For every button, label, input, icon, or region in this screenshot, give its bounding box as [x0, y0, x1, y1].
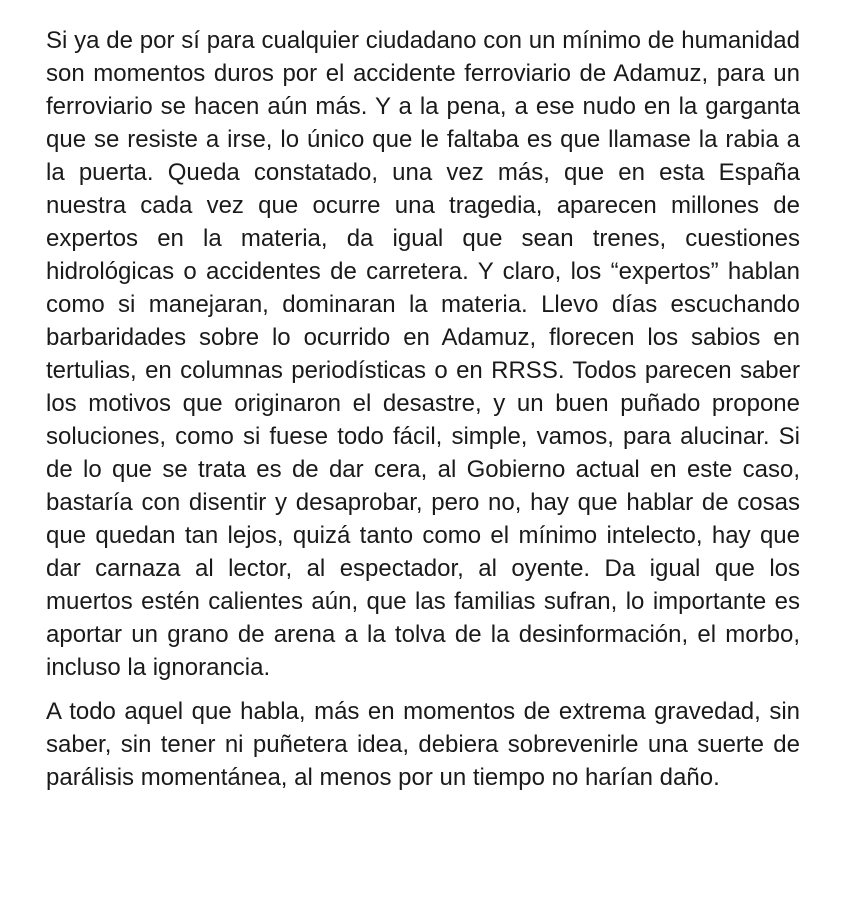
paragraph-2: A todo aquel que habla, más en momentos de extrema gravedad, sin saber, sin tener ni puñetera idea, debiera sobrevenirle una suerte de parálisis momentánea, al menos por un tiempo no harían daño.: [46, 698, 800, 791]
paragraph-1: Si ya de por sí para cualquier ciudadano con un mínimo de humanidad son momentos duros por el accidente ferroviario de Adamuz, para un ferroviario se hacen aún más. Y a la pena, a ese nudo en la garganta que se resiste a irse, lo único que le faltaba es que llamase la rabia a la puerta. Queda constatado, una vez más, que en esta España nuestra cada vez que ocurre una tragedia, aparecen millones de expertos en la materia, da igual que sean trenes, cuestiones hidrológicas o accidentes de carretera. Y claro, los “expertos” hablan como si manejaran, dominaran la materia. Llevo días escuchando barbaridades sobre lo ocurrido en Adamuz, florecen los sabios en tertulias, en columnas periodísticas o en RRSS. Todos parecen saber los motivos que originaron el desastre, y un buen puñado propone soluciones, como si fuese todo fácil, simple, vamos, para alucinar. Si de lo que se trata es de dar cera, al Gobierno actual en este caso, bastaría con disentir y desaprobar, pero no, hay que hablar de cosas que quedan tan lejos, quizá tanto como el mínimo intelecto, hay que dar carnaza al lector, al espectador, al oyente. Da igual que los muertos estén calientes aún, que las familias sufran, lo importante es aportar un grano de arena a la tolva de la desinformación, el morbo, incluso la ignorancia.: [46, 27, 800, 681]
article-body: [46, 24, 800, 805]
